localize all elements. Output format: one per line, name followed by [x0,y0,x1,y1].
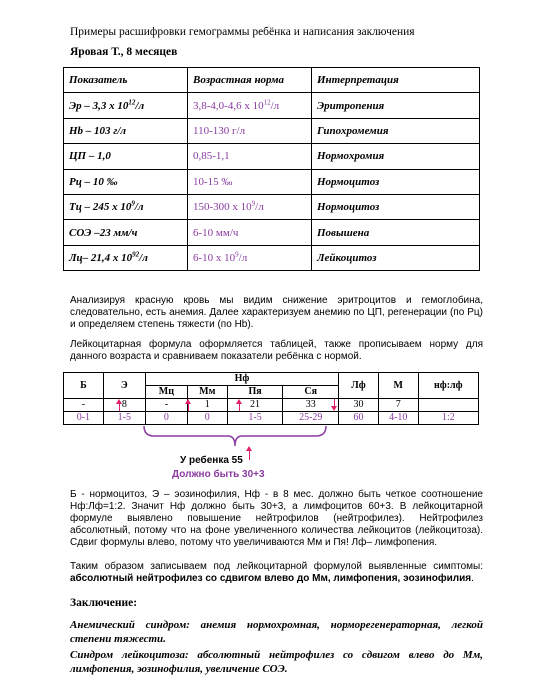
brace-icon [140,424,330,452]
conclusion-heading: Заключение: [70,597,138,609]
leukocyte-formula-table [63,372,479,425]
conclusion-anemia: Анемический синдром: анемия нормохромная, норморегенераторная, легкой степени тяжести. [70,619,483,645]
leuko-child-row: - 8 - 1 21 33 30 7 [64,399,479,412]
table-row: ЦП – 1,0 0,85-1,1 Нормохромия [64,144,480,169]
child-value-label: У ребенка 55 [180,455,243,466]
leuko-subheader-row: Мц Мм Пя Ся [64,386,479,399]
table-row: Рц – 10 ‰ 10-15 ‰ Нормоцитоз [64,169,480,194]
table-row: Лц– 21,4 х $10^{92}/л$ 6-10 х $10^9/л$ Лейкоцитоз [64,245,480,270]
conclusion-leukocytosis: Синдром лейкоцитоза: абсолютный нейтрофилез со сдвигом влево до Мм, лимфопения, эозинофилия, увеличение СОЭ. [70,649,483,675]
header-param: Показатель [64,68,188,93]
table-row: Hb – 103 г/л 110-130 г/л Гипохромемия [64,118,480,143]
patient-name: Яровая Т., 8 месяцев [70,46,178,58]
header-norm: Возрастная норма [188,68,312,93]
expected-value-label: Должно быть 30+3 [172,469,265,480]
paragraph-interpretation: Б - нормоцитоз, Э – эозинофилия, Нф - в 8 мес. должно быть четкое соотношение Нф:Лф=1:2. Значит Нф должно быть 30+3, а лимфоцитов 60+3. В лейкоцитарной формуле выявлено повышение нейтрофилов (нейтрофилез). Нейтрофилез абсолютный, потому что на фоне увеличенного количества лейкоцитов (лейкоцитоза). Сдвиг формулы влево, потому что увеличиваются Мм и Пя! Лф– лимфопения. [70,489,483,548]
paragraph-leuko-intro: Лейкоцитарная формула оформляется таблицей, также прописываем норму для данного возраста и сравниваем показатели ребёнка с нормой. [70,339,483,362]
hemogram-table [63,67,480,271]
paragraph-summary: Таким образом записываем под лейкоцитарной формулой выявленные симптомы: абсолютный нейтрофилез со сдвигом влево до Мм, лимфопения, эозинофилия. [70,561,483,584]
leuko-norm-row: 0-1 1-5 0 0 1-5 25-29 60 4-10 1:2 [64,412,479,425]
header-interp: Интерпретация [312,68,480,93]
leuko-header-row: Б Э Нф Лф М нф:лф [64,373,479,386]
table-row: Эр – 3,3 х $10^{12}/л$ 3,8-4,0-4,6 х $10^{12}/л$ Эритропения [64,93,480,118]
table-row: СОЭ –23 мм/ч 6-10 мм/ч Повышена [64,220,480,245]
page-title: Примеры расшифровки гемограммы ребёнка и написания заключения [70,26,415,38]
table-row: Тц – 245 х $10^9/л$ 150-300 х $10^9/л$ Нормоцитоз [64,194,480,219]
paragraph-anemia: Анализируя красную кровь мы видим снижение эритроцитов и гемоглобина, следовательно, есть анемия. Далее характеризуем анемию по ЦП, регенерации (по Рц) и определяем степень тяжести (по Hb). [70,295,483,330]
table-header-row [64,68,480,93]
